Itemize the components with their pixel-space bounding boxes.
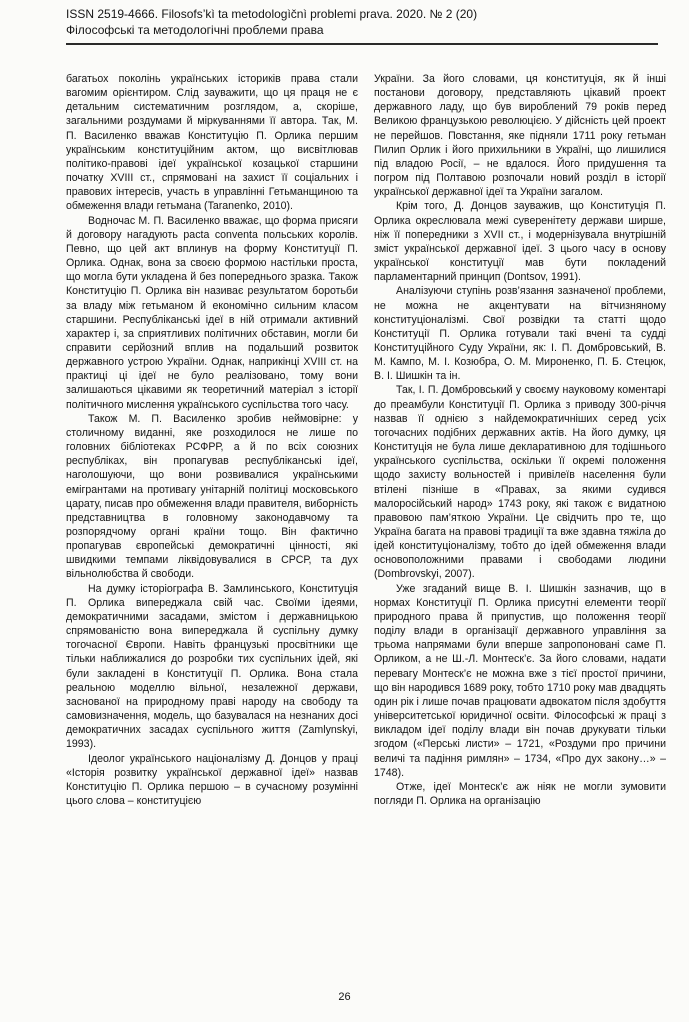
paragraph: Отже, ідеї Монтеск’є аж ніяк не могли зумовити погляди П. Орлика на організацію xyxy=(374,780,666,807)
paragraph: Так, І. П. Домбровський у своєму науковому коментарі до преамбули Конституції П. Орлика з приводу 300-річчя назвав її однією з найдемократичніших серед усіх тогочасних подібних державних актів. На його думку, ця Конституція не була лише декларативною для тодішнього українського суспільства, оскільки її окремі положення щодо захисту вольностей і привілеїв населення були втілені пізніше в «Правах, за якими судився малоросійський народ» 1743 року, які також є видатною правовою пам’яткою України. Це свідчить про те, що Україна багата на правові традиції та вже здавна тяжіла до ідей конституціоналізму, тобто до ідей обмеження влади основоположними правами і свободами людини (Dombrovskyi, 2007). xyxy=(374,384,666,581)
paragraph: багатьох поколінь українських істориків права стали вагомим орієнтиром. Слід зауважити, що ця праця не є детальним систематичним розглядом, а, скоріше, загальними роздумами й міркуваннями її автора. Так, М. П. Василенко вважав Конституцію П. Орлика першим українським конституційним актом, що висвітлював політико-правові ідеї української козацької старшини початку XVIII ст., спрямовані на захист її соціальних і правових інтересів, участь в управлінні Гетьманщиною та обмеження влади гетьмана (Taranenko, 2010). xyxy=(66,73,358,213)
journal-issn-line: ISSN 2519-4666. Filosofs’kì ta metodologìčnì problemi prava. 2020. № 2 (20) xyxy=(66,7,478,21)
paragraph: Водночас М. П. Василенко вважає, що форма присяги й договору нагадують pacta conventa польських королів. Певно, що цей акт вплинув на форму Конституції П. Орлика. Однак, вона за своєю формою настільки проста, що могла бути укладена й без попереднього зразка. Також Конституцію П. Орлика він називає результатом боротьби за владу між гетьманом й економічно сильним класом старшини. Республіканські ідеї в ній отримали активний характер і, за сприятливих політичних обставин, могли би справити серйозний вплив на подальший розвиток державного устрою України. Однак, наприкінці XVIII ст. на практиці ці ідеї не було реалізовано, тому вони залишаються цікавими як теоретичний матеріал з історії політичного мислення українського суспільства того часу. xyxy=(66,214,358,411)
article-body xyxy=(66,72,666,987)
right-column xyxy=(374,72,666,987)
paragraph: Ідеолог українського націоналізму Д. Донцов у праці «Історія розвитку української державної ідеї» назвав Конституцію П. Орлика першою – в сучасному розумінні цього слова – конституцією xyxy=(66,752,358,807)
paragraph: Аналізуючи ступінь розв’язання зазначеної проблеми, не можна не акцентувати на вітчизняному конституціоналізмі. Свої розвідки та статті щодо Конституції П. Орлика готували такі вчені та судді Конституційного Суду України, як: І. П. Домбровський, В. М. Кампо, М. І. Козюбра, О. М. Мироненко, П. Б. Стецюк, В. І. Шишкін та ін. xyxy=(374,285,666,383)
paragraph: На думку історіографа В. Замлинського, Конституція П. Орлика випереджала свій час. Своїми ідеями, демократичними засадами, змістом і державницькою спрямованістю вона випереджала й суспільну думку тогочасної Європи. Навіть французькі просвітники ще тільки наближалися до розробки тих суспільних ідей, які були закладені в Конституції П. Орлика. Вона стала реальною моделлю вільної, незалежної держави, заснованої на природному праві народу на свободу та самовизначення, модель, що базувалася на незнаних досі демократичних засадах суспільного життя (Zamlynskyi, 1993). xyxy=(66,582,358,751)
paragraph: Також М. П. Василенко зробив неймовірне: у столичному виданні, яке розходилося не лише по головних бібліотеках РСФРР, а й по всіх союзних республіках, він пропагував республіканські ідеї, наголошуючи, що вони розвивалися українськими емігрантами на противагу унітарній політиці московського царату, писав про обмеження влади правителя, виборність представництва в головному законодавчому та розпорядчому органі країни тощо. Він фактично пропагував європейські демократичні цінності, які швидкими темпами ліквідовувалися в СРСР, та дух вільнолюбства й свободи. xyxy=(66,412,358,581)
page-number: 26 xyxy=(338,991,351,1003)
journal-title-line: Філософські та методологічні проблеми права xyxy=(66,23,324,37)
paragraph: Уже згаданий вище В. І. Шишкін зазначив, що в нормах Конституції П. Орлика присутні елементи теорії природного права й припустив, що положення теорії поділу влади в організації державного управління за трьома напрямами були вперше запропоновані саме П. Орликом, а не Ш.-Л. Монтеск’є. За його словами, надати перевагу Монтеск’є не можна вже з тієї простої причини, що він народився 1689 року, тобто 1710 року мав двадцять один рік і лише почав працювати адвокатом після здобуття університетської юридичної освіти. Філософські ж праці з викладом ідеї поділу влади він почав друкувати тільки згодом («Перські листи» – 1721, «Роздуми про причини величі та падіння римлян» – 1734, «Про дух закону…» – 1748). xyxy=(374,582,666,779)
left-column xyxy=(66,72,358,987)
paragraph: Крім того, Д. Донцов зауважив, що Конституція П. Орлика окреслювала межі суверенітету держави ширше, ніж її попередники з XVII ст., і модернізувала внутрішній зміст української державної ідеї. З цього часу в основу української конституції мав бути покладений парламентарний принцип (Dontsov, 1991). xyxy=(374,200,666,284)
paragraph: України. За його словами, ця конституція, як й інші постанови договору, представляють цікавий проект державного ладу, що був вироблений 79 років перед Великою французькою революцією. У дійсність цей проект не перейшов. Повстання, яке підняли 1711 року гетьман Пилип Орлик і його прихильники в Україні, що лишилися під владою Росії, – не вдалося. Його придушення та погром під Полтавою розпочали новий розділ в історії української державної ідеї та України загалом. xyxy=(374,73,666,199)
journal-header xyxy=(66,6,658,45)
